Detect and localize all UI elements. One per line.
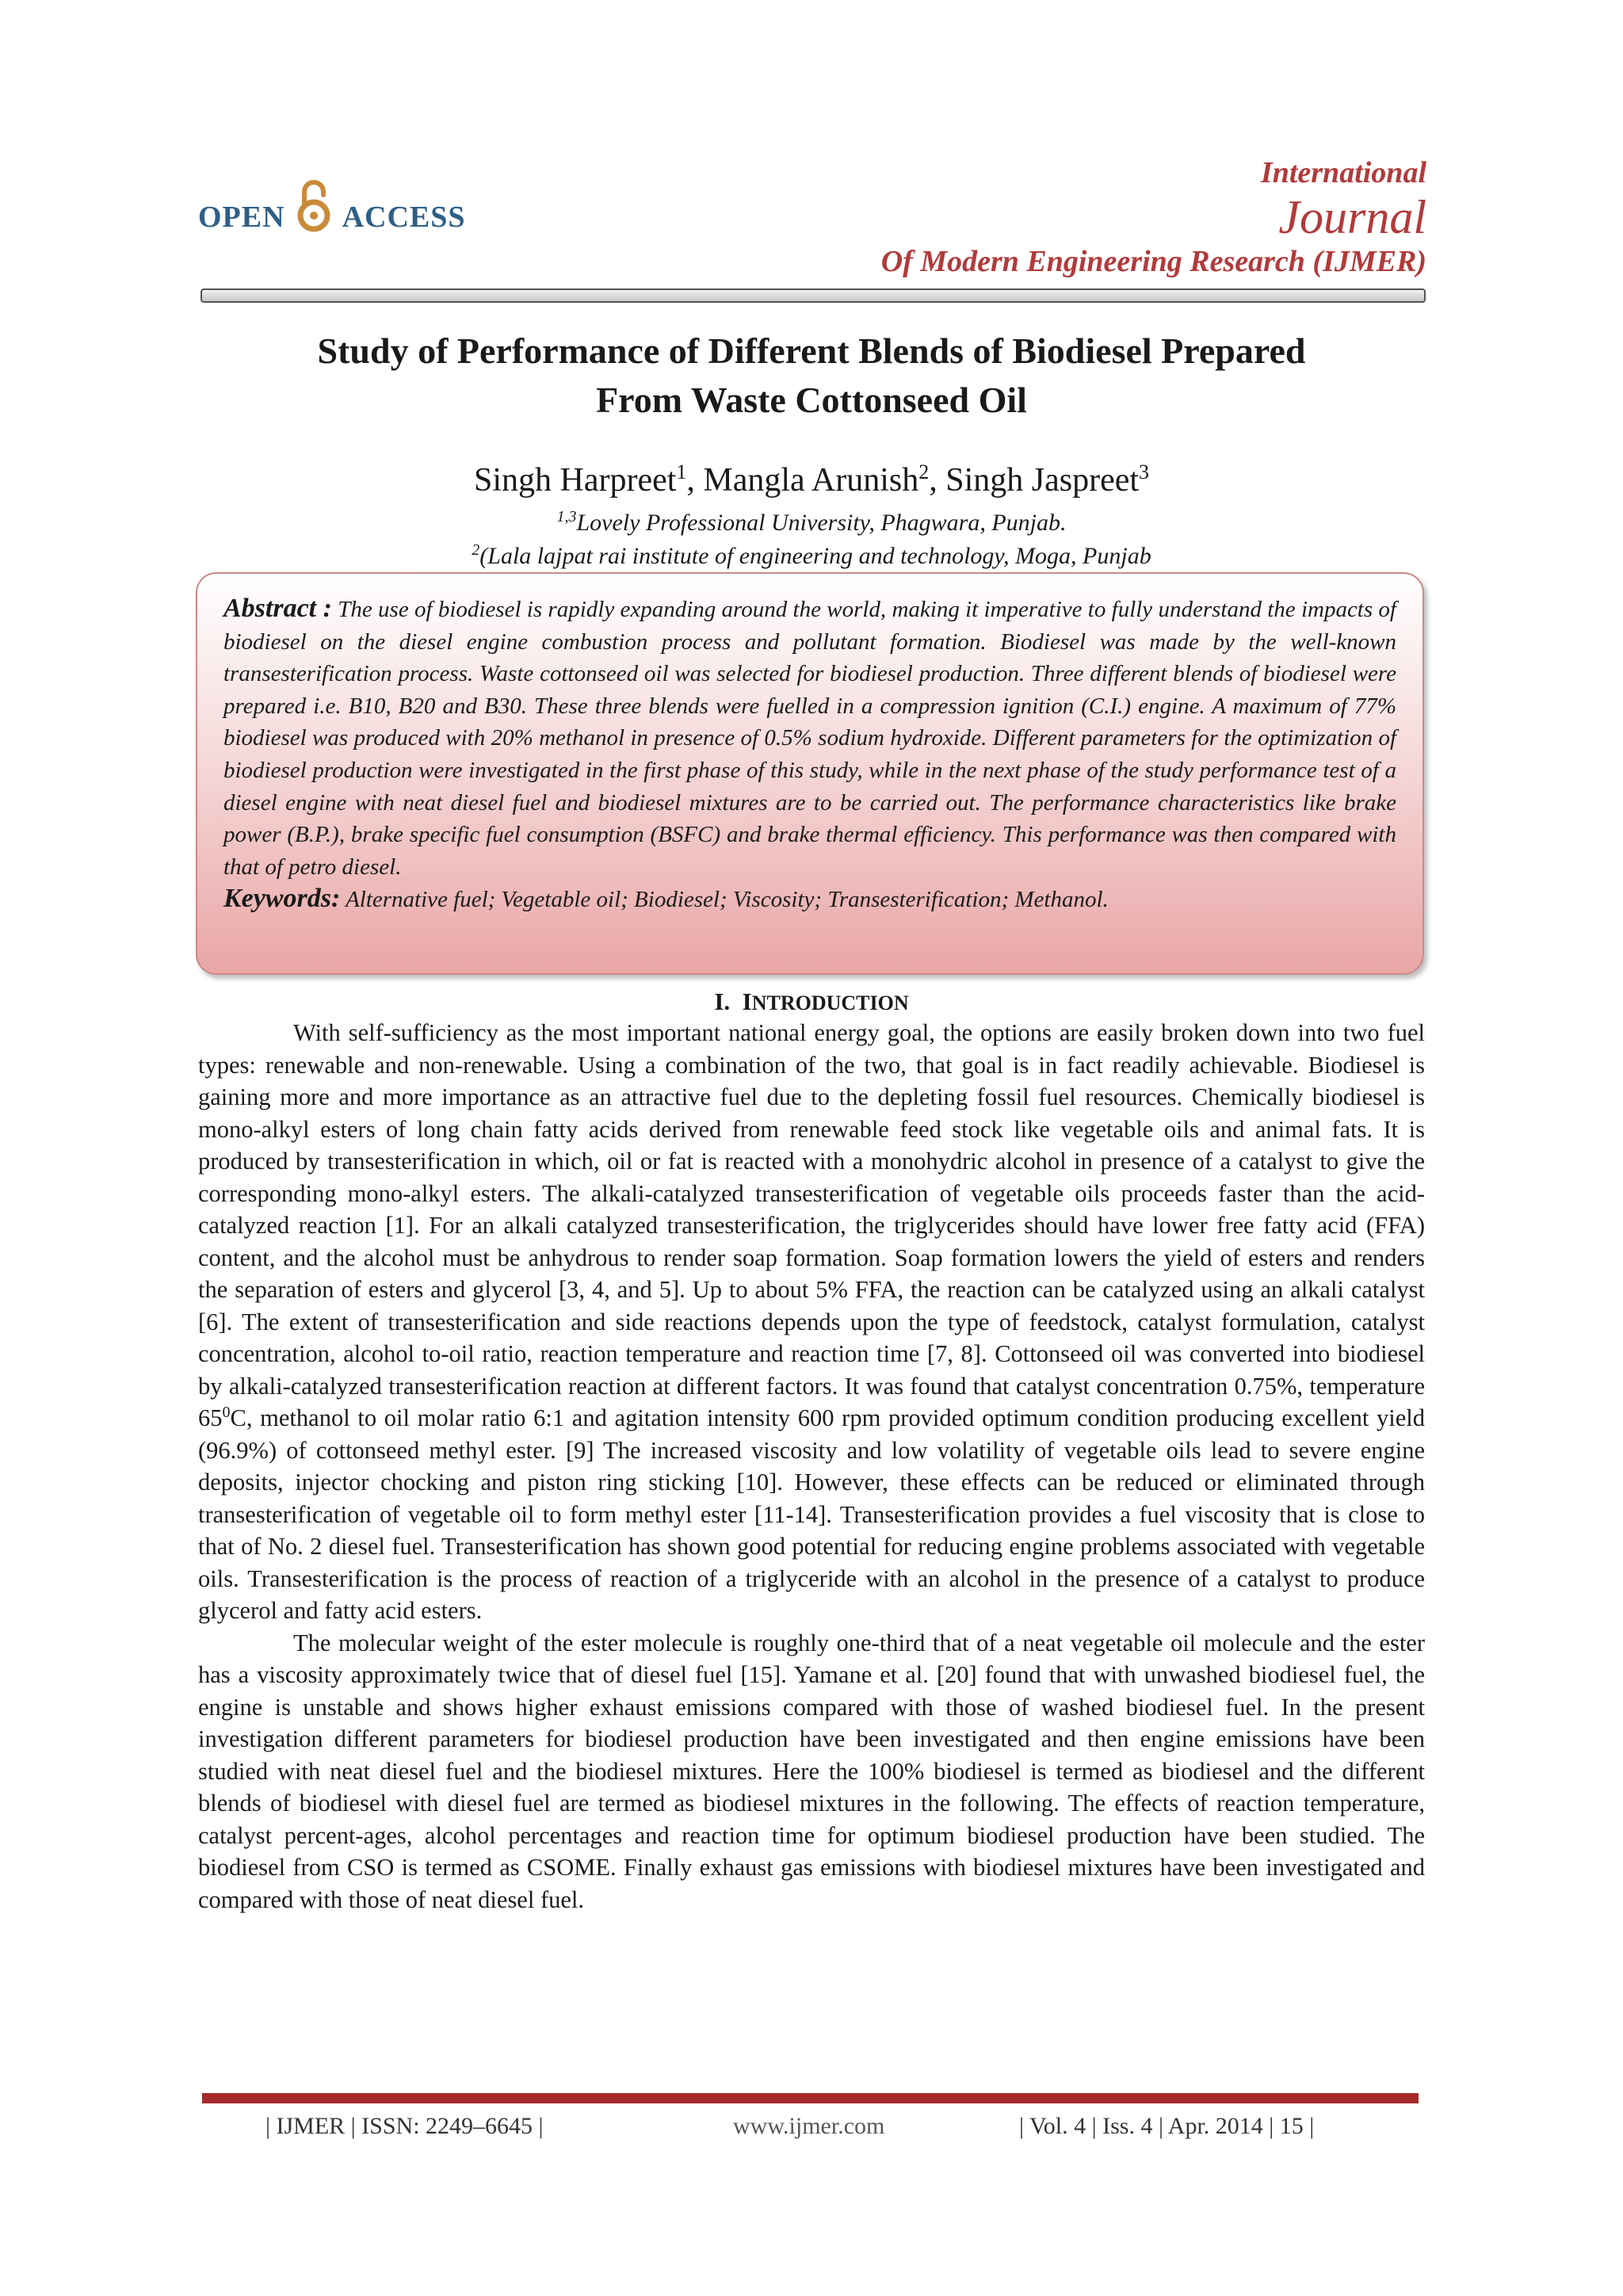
paragraph: The molecular weight of the ester molecule is roughly one-third that of a neat vegetable oil molecule and the ester has a viscosity approximately twice that of diesel fuel [15]. Yamane et al. [20] found that with unwashed biodiesel fuel, the engine is unstable and shows higher exhaust emissions compared with those of washed biodiesel fuel. In the present investigation different parameters for biodiesel production have been investigated and then engine emissions have been studied with neat diesel fuel and the biodiesel mixtures. Here the 100% biodiesel is termed as biodiesel and the different blends of biodiesel with diesel fuel are termed as biodiesel mixtures in the following. The effects of reaction temperature, catalyst percent-ages, alcohol percentages and reaction time for optimum biodiesel production have been studied. The biodiesel from CSO is termed as CSOME. Finally exhaust gas emissions with biodiesel mixtures have been investigated and compared with those of neat diesel fuel. — [198, 1629, 1425, 1913]
section-number: I. — [714, 988, 731, 1015]
paragraph-text: With self-sufficiency as the most important national energy goal, the options are easily broken down into two fuel types: renewable and non-renewable. Using a combination of the two, that goal is in fact readily achievable. Biodiesel is gaining more and more importance as an attractive fuel due to the depleting fossil fuel resources. Chemically biodiesel is mono-alkyl esters of long chain fatty acids derived from renewable feed stock like vegetable oils and animal fats. It is produced by transesterification in which, oil or fat is reacted with a monohydric alcohol in presence of a catalyst to give the corresponding mono-alkyl esters. The alkali-catalyzed transesterification of vegetable oils proceeds faster than the acid-catalyzed reaction [1]. For an alkali catalyzed transesterification, the triglycerides should have lower free fatty acid (FFA) content, and the alcohol must be anhydrous to render soap formation. Soap formation lowers the yield of esters and renders the separation of esters and glycerol [3, 4, and 5]. Up to about 5% FFA, the reaction can be catalyzed using an alkali catalyst [6]. The extent of transesterification and side reactions depends upon the type of feedstock, catalyst formulation, catalyst concentration, alcohol to-oil ratio, reaction temperature and reaction time [7, 8]. Cottonseed oil was converted into biodiesel by alkali-catalyzed transesterification reaction at different factors. It was found that catalyst concentration 0.75%, temperature 65 — [198, 1019, 1425, 1431]
affiliation-text: Lovely Professional University, Phagwara, Punjab. — [576, 510, 1067, 536]
affiliation-sup: 2 — [472, 541, 480, 559]
abstract-body: The use of biodiesel is rapidly expanding around the world, making it imperative to fully understand the impacts of biodiesel on the diesel engine combustion process and pollutant formation. Biodiesel was made by the well-known transesterification process. Waste cottonseed oil was selected for biodiesel production. Three different blends of biodiesel were prepared i.e. B10, B20 and B30. These three blends were fuelled in a compression ignition (C.I.) engine. A maximum of 77% biodiesel was produced with 20% methanol in presence of 0.5% sodium hydroxide. Different parameters for the optimization of biodiesel production were investigated in the first phase of this study, while in the next phase of the study performance test of a diesel engine with neat diesel fuel and biodiesel mixtures are to be carried out. The performance characteristics like brake power (B.P.), brake specific fuel consumption (BSFC) and brake thermal efficiency. This performance was then compared with that of petro diesel. — [223, 597, 1396, 880]
journal-name — [881, 155, 1426, 280]
journal-line-international: International — [1260, 156, 1426, 189]
paragraph — [198, 1017, 1425, 1627]
author-sup: 1 — [676, 460, 687, 483]
title-line-1: Study of Performance of Different Blends of Biodiesel Prepared — [317, 330, 1306, 371]
title-line-2: From Waste Cottonseed Oil — [596, 380, 1027, 420]
abstract-label: Abstract : — [223, 594, 332, 623]
author-name: Singh Harpreet — [473, 462, 677, 499]
footer-issn: | IJMER | ISSN: 2249–6645 | — [265, 2113, 544, 2139]
affiliation-sup: 1,3 — [556, 508, 577, 525]
author-sup: 3 — [1139, 460, 1150, 483]
footer-website-link[interactable]: www.ijmer.com — [733, 2113, 885, 2139]
keywords-paragraph — [223, 883, 1396, 916]
footer-volume-info: | Vol. 4 | Iss. 4 | Apr. 2014 | 15 | — [1019, 2113, 1315, 2139]
keywords-text: Alternative fuel; Vegetable oil; Biodiesel; Viscosity; Transesterification; Methanol. — [346, 887, 1109, 913]
footer-divider — [202, 2093, 1419, 2103]
open-lock-icon — [296, 179, 331, 236]
logo-open-text: OPEN — [198, 201, 285, 234]
affiliation-text: (Lala lajpat rai institute of engineering and technology, Moga, Punjab — [479, 543, 1151, 569]
section-title-rest: NTRODUCTION — [751, 991, 909, 1014]
abstract — [223, 593, 1396, 916]
paper-title — [158, 327, 1465, 425]
open-access-logo — [198, 189, 466, 246]
journal-line-journal: Journal — [1278, 191, 1426, 243]
journal-line-full: Of Modern Engineering Research (IJMER) — [880, 245, 1426, 278]
paragraph-text: C, methanol to oil molar ratio 6:1 and agitation intensity 600 rpm provided optimum condition producing excellent yield (96.9%) of cottonseed methyl ester. [9] The increased viscosity and low volatility of vegetable oils lead to severe engine deposits, injector chocking and piston ring sticking [10]. However, these effects can be reduced or eliminated through transesterification of vegetable oil to form methyl ester [11-14]. Transesterification provides a fuel viscosity that is close to that of No. 2 diesel fuel. Transesterification has shown good potential for reducing engine problems associated with vegetable oils. Transesterification is the process of reaction of a triglyceride with an alcohol in the presence of a catalyst to produce glycerol and fatty acid esters. — [198, 1404, 1425, 1624]
degree-sup: 0 — [222, 1403, 231, 1421]
header-divider — [200, 288, 1426, 303]
body-text — [198, 1017, 1425, 1916]
author-name: Singh Jaspreet — [945, 462, 1140, 499]
author-sup: 2 — [918, 460, 930, 483]
keywords-label: Keywords: — [223, 884, 341, 914]
abstract-paragraph — [223, 593, 1396, 883]
author-name: Mangla Arunish — [703, 462, 919, 499]
author-list: Singh Harpreet$^1$, Mangla Arunish$^2$, Singh Jaspreet$^3$ — [473, 460, 1150, 499]
logo-access-text: ACCESS — [342, 201, 466, 234]
affiliation-1 — [158, 501, 1465, 539]
affiliation-2 — [158, 534, 1465, 572]
section-initial: I — [742, 988, 752, 1015]
section-heading — [158, 986, 1465, 1019]
